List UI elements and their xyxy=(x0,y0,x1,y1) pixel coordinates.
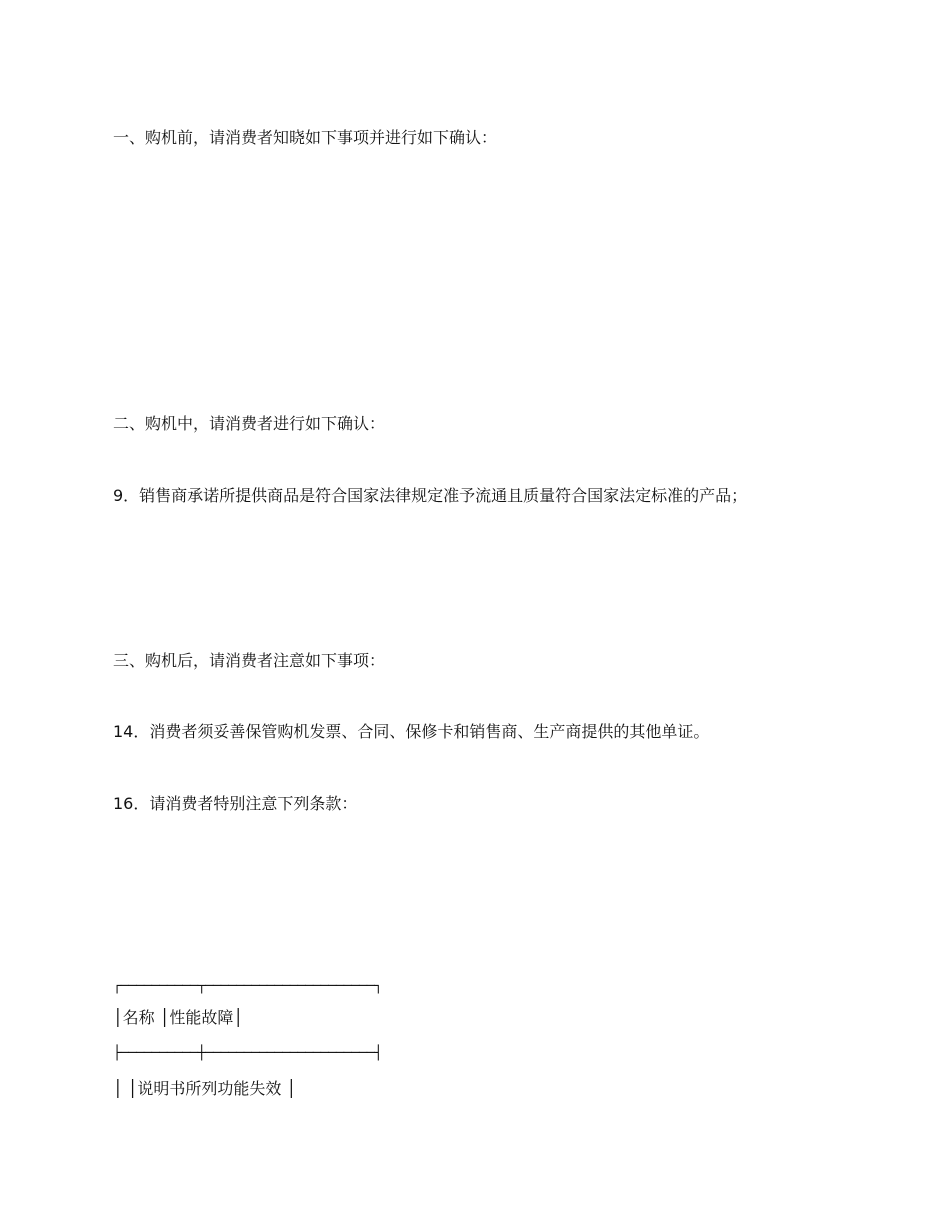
section-three-heading: 三、购机后，请消费者注意如下事项： xyxy=(113,651,386,670)
table-header-row: │名称 │性能故障│ xyxy=(113,1008,243,1027)
table-data-row: │ │说明书所列功能失效 │ xyxy=(113,1079,297,1098)
table-border-top: ┌──────────┬──────────────────────┐ xyxy=(113,978,382,994)
clause-9-text: 9．销售商承诺所提供商品是符合国家法律规定准予流通且质量符合国家法定标准的产品； xyxy=(113,486,748,505)
section-two-heading: 二、购机中，请消费者进行如下确认： xyxy=(113,414,386,433)
table-border-middle: ├──────────┼──────────────────────┤ xyxy=(113,1045,382,1061)
section-one-heading: 一、购机前，请消费者知晓如下事项并进行如下确认： xyxy=(113,128,498,147)
clause-14-text: 14．消费者须妥善保管购机发票、合同、保修卡和销售商、生产商提供的其他单证。 xyxy=(113,722,710,741)
clause-16-text: 16．请消费者特别注意下列条款： xyxy=(113,794,358,813)
